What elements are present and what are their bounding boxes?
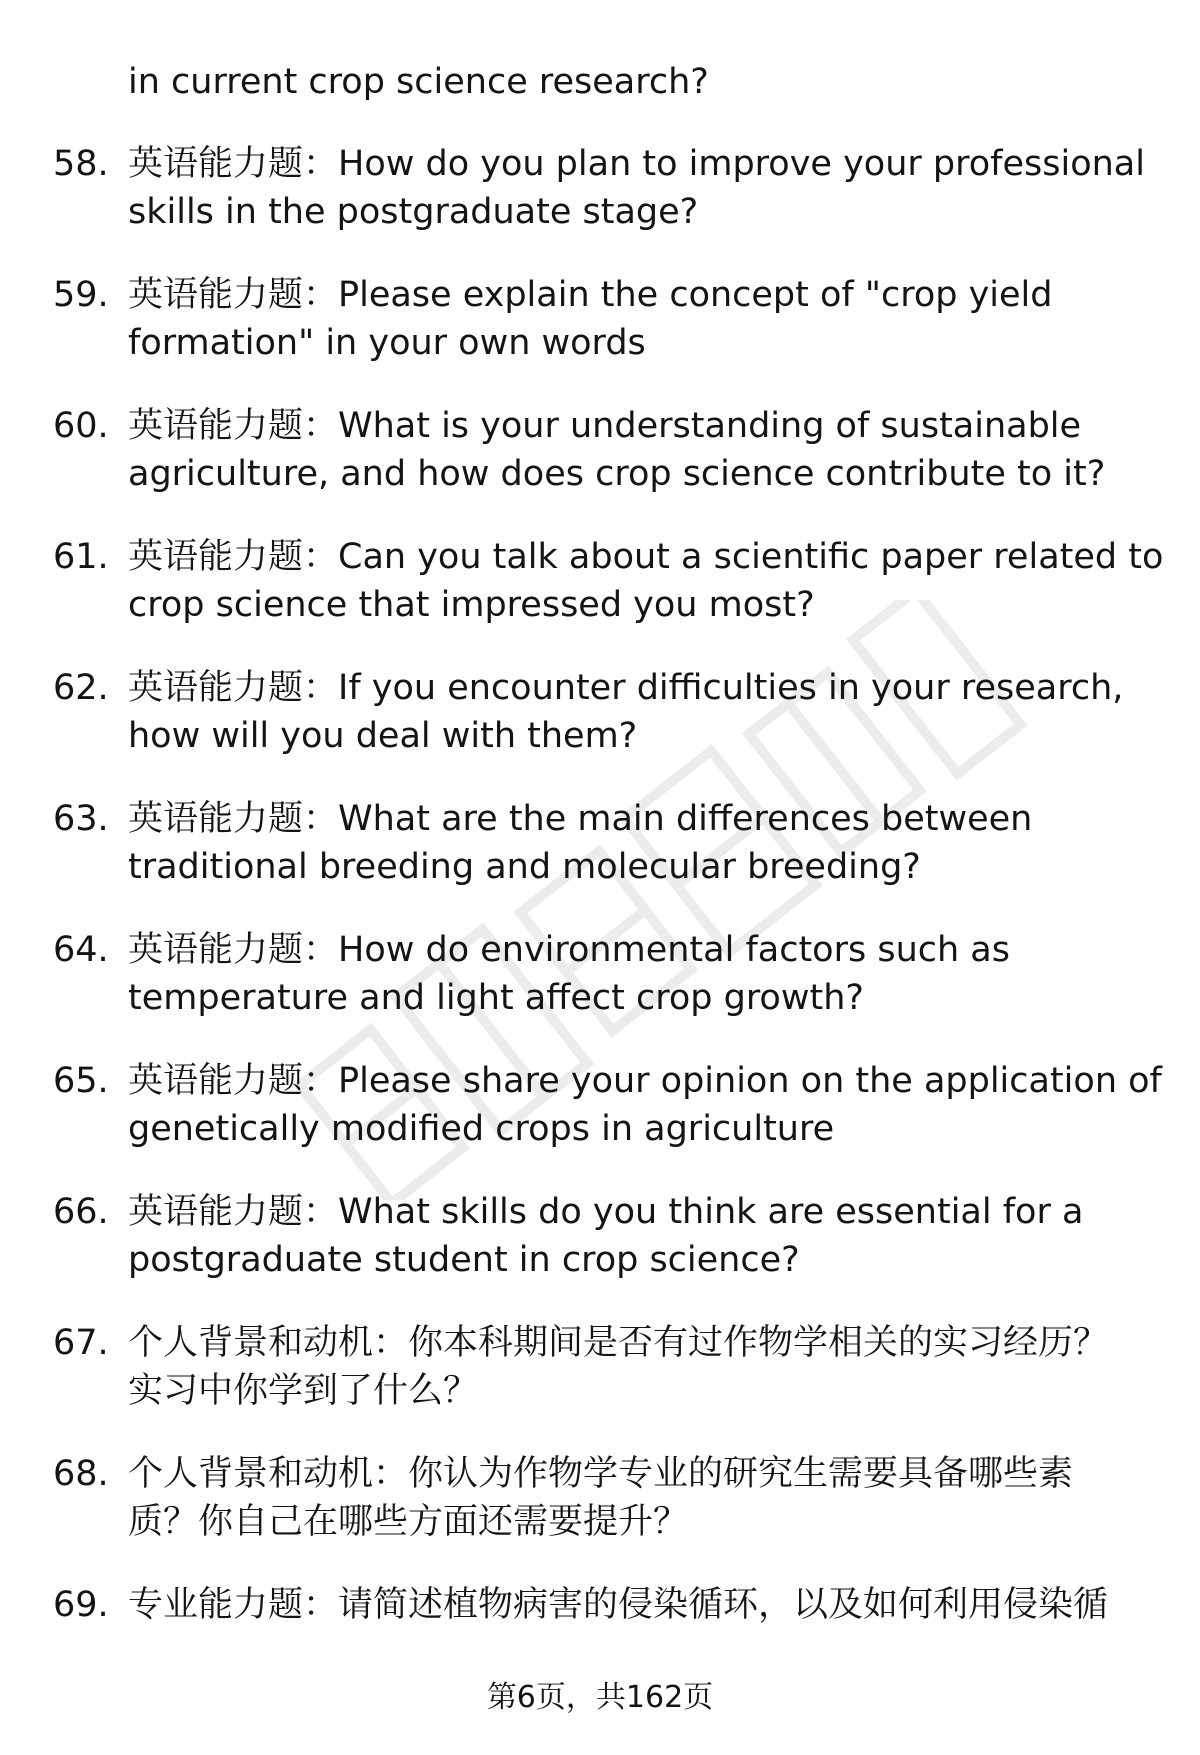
question-number: 59.	[53, 275, 109, 315]
question-line: 英语能力题：How do environmental factors such as	[128, 930, 1010, 970]
question-line: 英语能力题：What are the main differences between	[128, 799, 1033, 839]
question-text	[128, 1581, 1168, 1629]
question-number: 60.	[53, 406, 109, 446]
question-item	[0, 1319, 1200, 1415]
question-number: 65.	[53, 1061, 109, 1101]
question-number: 63.	[53, 799, 109, 839]
question-line: 质？你自己在哪些方面还需要提升？	[128, 1502, 689, 1542]
page-footer: 第6页，共162页	[486, 1680, 714, 1715]
question-line: 个人背景和动机：你认为作物学专业的研究生需要具备哪些素	[128, 1454, 1074, 1494]
question-number: 58.	[53, 144, 109, 184]
question-line: 英语能力题：What is your understanding of sustainable	[128, 406, 1082, 446]
question-line: genetically modified crops in agriculture	[128, 1109, 835, 1149]
question-line: temperature and light affect crop growth?	[128, 978, 864, 1018]
question-line: 专业能力题：请简述植物病害的侵染循环，以及如何利用侵染循	[128, 1585, 1109, 1625]
question-number: 61.	[53, 537, 109, 577]
question-item	[0, 140, 1200, 236]
question-text	[128, 1057, 1168, 1153]
question-item	[0, 1188, 1200, 1284]
question-number: 62.	[53, 668, 109, 708]
question-line: formation" in your own words	[128, 323, 646, 363]
question-item	[0, 926, 1200, 1022]
question-text	[128, 140, 1168, 236]
question-number: 69.	[53, 1585, 109, 1625]
question-item	[0, 271, 1200, 367]
question-line: postgraduate student in crop science?	[128, 1240, 800, 1280]
question-text	[128, 1319, 1168, 1415]
question-text	[128, 271, 1168, 367]
question-text	[128, 1188, 1168, 1284]
question-line: traditional breeding and molecular breeding?	[128, 847, 921, 887]
question-item	[0, 402, 1200, 498]
question-text	[128, 402, 1168, 498]
question-item	[0, 664, 1200, 760]
question-item	[0, 795, 1200, 891]
question-item	[0, 1581, 1200, 1629]
continuation-line: in current crop science research?	[128, 62, 709, 102]
question-number: 67.	[53, 1323, 109, 1363]
question-text	[128, 664, 1168, 760]
question-line: 个人背景和动机：你本科期间是否有过作物学相关的实习经历？	[128, 1323, 1109, 1363]
question-line: agriculture, and how does crop science contribute to it?	[128, 454, 1106, 494]
question-list	[0, 140, 1200, 1664]
question-text	[128, 795, 1168, 891]
question-number: 68.	[53, 1454, 109, 1494]
question-line: 英语能力题：Please share your opinion on the application of	[128, 1061, 1162, 1101]
question-line: crop science that impressed you most?	[128, 585, 815, 625]
question-item	[0, 1057, 1200, 1153]
question-item	[0, 533, 1200, 629]
question-line: 英语能力题：Can you talk about a scientific paper related to	[128, 537, 1164, 577]
question-line: how will you deal with them?	[128, 716, 638, 756]
question-line: 实习中你学到了什么？	[128, 1371, 479, 1411]
question-text	[128, 1450, 1168, 1546]
question-item	[0, 1450, 1200, 1546]
question-number: 66.	[53, 1192, 109, 1232]
question-line: 英语能力题：Please explain the concept of "crop yield	[128, 275, 1053, 315]
question-line: 英语能力题：How do you plan to improve your professional	[128, 144, 1145, 184]
question-line: skills in the postgraduate stage?	[128, 192, 699, 232]
question-line: 英语能力题：What skills do you think are essential for a	[128, 1192, 1084, 1232]
question-text	[128, 926, 1168, 1022]
question-text	[128, 533, 1168, 629]
question-number: 64.	[53, 930, 109, 970]
question-line: 英语能力题：If you encounter difficulties in your research,	[128, 668, 1124, 708]
